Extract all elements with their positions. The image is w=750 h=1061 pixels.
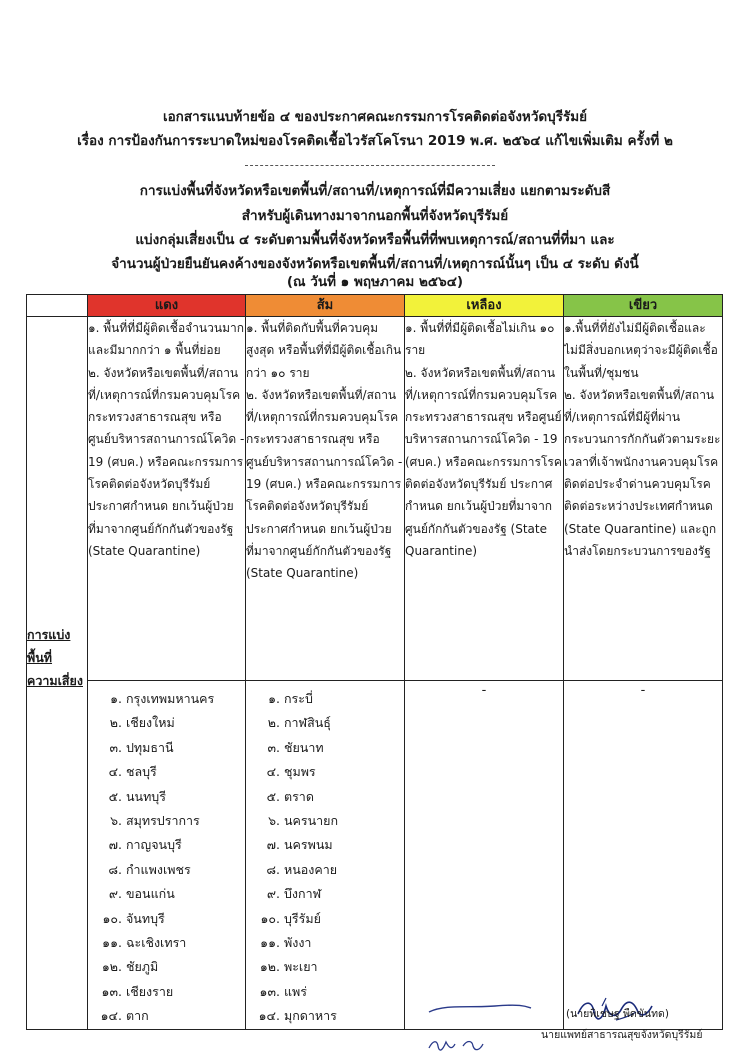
province-number: ๗. xyxy=(266,837,280,853)
province-name: แพร่ xyxy=(280,983,307,999)
criteria-orange-2: ๒. จังหวัดหรือเขตพื้นที่/สถานที่/เหตุการณ์ที่กรมควบคุมโรค กระทรวงสาธารณสุข หรือ ศูนย์บริหารสถานการณ์โควิด - 19 (ศบค.) หรือคณะกรรมการโรคติดต่อจังหวัดบุรีรัมย์ ประกาศกำหนด ยกเว้นผู้ป่วยที่มาจากศูนย์กักกันตัวของรัฐ (State Quarantine) xyxy=(246,387,403,581)
province-item xyxy=(252,760,404,784)
province-number: ๑. xyxy=(268,691,280,706)
province-name: นนทบุรี xyxy=(122,788,166,804)
color-level-header-row xyxy=(27,295,723,317)
province-row xyxy=(27,681,723,1030)
province-item xyxy=(94,833,245,857)
province-item xyxy=(252,931,404,955)
province-name: ชลบุรี xyxy=(122,764,157,780)
date-line: (ณ วันที่ ๑ พฤษภาคม ๒๕๖๔) xyxy=(286,274,464,290)
provinces-red xyxy=(88,681,246,1030)
signer-name: (นายพิเชษฐ พืดขันทด) xyxy=(566,1008,669,1020)
criteria-red xyxy=(88,317,246,681)
province-number: ๑๔. xyxy=(100,1008,122,1024)
criteria-green xyxy=(564,317,723,681)
scribble-mark xyxy=(425,1000,535,1020)
province-item xyxy=(252,736,404,760)
province-item xyxy=(252,955,404,979)
risk-zone-table xyxy=(26,294,723,1030)
province-name: จันทบุรี xyxy=(122,910,165,926)
row-label-risk-area xyxy=(27,317,88,1030)
handwritten-initials xyxy=(425,1030,495,1056)
province-number: ๑๒. xyxy=(259,959,280,975)
province-name: ปทุมธานี xyxy=(122,739,174,755)
province-number: ๑๐. xyxy=(102,910,122,926)
province-name: บึงกาฬ xyxy=(280,886,322,902)
province-number: ๗. xyxy=(108,837,122,853)
province-name: นครพนม xyxy=(280,837,333,853)
province-number: ๑๑. xyxy=(260,935,280,951)
province-item xyxy=(252,980,404,1004)
level-yellow-header: เหลือง xyxy=(405,295,564,317)
province-item xyxy=(94,687,245,711)
province-number: ๑๔. xyxy=(258,1008,280,1024)
province-number: ๓. xyxy=(267,739,280,755)
province-number: ๒. xyxy=(267,715,280,731)
province-item xyxy=(94,760,245,784)
province-name: ฉะเชิงเทรา xyxy=(122,935,187,951)
criteria-yellow-1: ๑. พื้นที่ที่มีผู้ติดเชื้อไม่เกิน ๑๐ ราย xyxy=(405,321,555,358)
province-name: ขอนแก่น xyxy=(122,886,175,902)
subtitle-line-4: จำนวนผู้ป่วยยืนยันคงค้างของจังหวัดหรือเขตพื้นที่/สถานที่/เหตุการณ์นั้นๆ เป็น ๔ ระดับ ดังนี้ xyxy=(111,256,639,272)
header-line-1: เอกสารแนบท้ายข้อ ๔ ของประกาศคณะกรรมการโรคติดต่อจังหวัดบุรีรัมย์ xyxy=(162,109,588,125)
row-label-line-1: การแบ่ง xyxy=(27,627,71,643)
province-number: ๑๒. xyxy=(101,959,122,975)
province-item xyxy=(94,809,245,833)
province-number: ๓. xyxy=(109,739,122,755)
province-name: สมุทรปราการ xyxy=(122,813,200,829)
row-label-line-3: ความเสี่ยง xyxy=(27,673,83,689)
province-item xyxy=(94,931,245,955)
criteria-row xyxy=(27,317,723,681)
subtitle-line-2: สำหรับผู้เดินทางมาจากนอกพื้นที่จังหวัดบุรีรัมย์ xyxy=(241,208,509,224)
province-item xyxy=(252,687,404,711)
province-number: ๑๓. xyxy=(101,983,122,999)
province-list-red xyxy=(88,681,245,1029)
province-number: ๖. xyxy=(110,813,122,829)
province-item xyxy=(94,1004,245,1028)
province-name: ชัยนาท xyxy=(280,739,324,755)
province-number: ๙. xyxy=(266,886,280,902)
level-orange-header: ส้ม xyxy=(246,295,405,317)
criteria-yellow xyxy=(405,317,564,681)
province-number: ๕. xyxy=(108,788,122,804)
subtitle-line-1: การแบ่งพื้นที่จังหวัดหรือเขตพื้นที่/สถานที่/เหตุการณ์ที่มีความเสี่ยง แยกตามระดับสี xyxy=(139,183,611,199)
province-name: ชุมพร xyxy=(280,764,316,780)
province-name: พะเยา xyxy=(280,959,318,975)
province-item xyxy=(94,785,245,809)
province-item xyxy=(252,809,404,833)
criteria-orange-1: ๑. พื้นที่ติดกับพื้นที่ควบคุมสูงสุด หรือพื้นที่ที่มีผู้ติดเชื้อเกินกว่า ๑๐ ราย xyxy=(246,321,402,380)
province-number: ๘. xyxy=(266,861,280,877)
province-list-orange xyxy=(246,681,404,1029)
province-name: ตาก xyxy=(122,1008,149,1024)
province-name: เชียงใหม่ xyxy=(122,715,175,731)
criteria-green-1: ๑.พื้นที่ที่ยังไม่มีผู้ติดเชื้อและไม่มีสิ่งบอกเหตุว่าจะมีผู้ติดเชื้อ ในพื้นที่/ชุมชน xyxy=(564,321,718,380)
province-name: กำแพงเพชร xyxy=(122,861,191,877)
province-number: ๔. xyxy=(266,764,280,780)
dashed-divider xyxy=(245,165,495,166)
province-name: เชียงราย xyxy=(122,983,174,999)
subtitle-line-3: แบ่งกลุ่มเสี่ยงเป็น ๔ ระดับตามพื้นที่จังหวัดหรือพื้นที่ที่พบเหตุการณ์/สถานที่ที่มา และ xyxy=(135,232,615,248)
province-name: หนองคาย xyxy=(280,861,338,877)
province-item xyxy=(252,833,404,857)
province-item xyxy=(94,882,245,906)
province-item xyxy=(94,955,245,979)
province-item xyxy=(94,711,245,735)
province-name: กาญจนบุรี xyxy=(122,837,182,853)
province-name: มุกดาหาร xyxy=(280,1008,337,1024)
province-item xyxy=(252,1004,404,1028)
criteria-yellow-2: ๒. จังหวัดหรือเขตพื้นที่/สถานที่/เหตุการณ์ที่กรมควบคุมโรค กระทรวงสาธารณสุข หรือศูนย์บริหารสถานการณ์โควิด - 19 (ศบค.) หรือคณะกรรมการโรคติดต่อจังหวัดบุรีรัมย์ ประกาศกำหนด ยกเว้นผู้ป่วยที่มาจากศูนย์กักกันตัวของรัฐ (State Quarantine) xyxy=(405,365,562,558)
province-number: ๖. xyxy=(268,813,280,829)
province-number: ๘. xyxy=(108,861,122,877)
province-item xyxy=(94,907,245,931)
province-item xyxy=(252,785,404,809)
row-label-line-2: พื้นที่ xyxy=(27,650,53,666)
province-name: บุรีรัมย์ xyxy=(280,910,321,926)
province-name: พังงา xyxy=(280,935,312,951)
province-item xyxy=(94,980,245,1004)
province-number: ๑. xyxy=(110,691,122,706)
criteria-red-2: ๒. จังหวัดหรือเขตพื้นที่/สถานที่/เหตุการณ์ที่กรมควบคุมโรค กระทรวงสาธารณสุข หรือ ศูนย์บริหารสถานการณ์โควิด - 19 (ศบค.) หรือคณะกรรมการโรคติดต่อจังหวัดบุรีรัมย์ ประกาศกำหนด ยกเว้นผู้ป่วยที่มาจากศูนย์กักกันตัวของรัฐ (State Quarantine) xyxy=(88,365,245,558)
province-item xyxy=(252,907,404,931)
province-name: กาฬสินธุ์ xyxy=(280,715,331,731)
province-number: ๙. xyxy=(108,886,122,902)
criteria-green-2: ๒. จังหวัดหรือเขตพื้นที่/สถานที่/เหตุการณ์ที่มีผู้ที่ผ่านกระบวนการกักกันตัวตามระยะเวลาที่เจ้าพนักงานควบคุมโรคติดต่อประจำด่านควบคุมโรคติดต่อระหว่างประเทศกำหนด (State Quarantine) และถูกนำส่งโดยกระบวนการของรัฐ xyxy=(564,387,721,558)
criteria-red-1: ๑. พื้นที่ที่มีผู้ติดเชื้อจำนวนมากและมีมากกว่า ๑ พื้นที่ย่อย xyxy=(88,321,244,358)
province-name: ชัยภูมิ xyxy=(122,959,159,975)
provinces-green: - xyxy=(564,681,723,1030)
province-name: กรุงเทพมหานคร xyxy=(122,691,215,706)
province-item xyxy=(252,711,404,735)
province-item xyxy=(94,858,245,882)
level-red-header: แดง xyxy=(88,295,246,317)
province-number: ๑๑. xyxy=(102,935,122,951)
province-number: ๑๐. xyxy=(260,910,280,926)
province-number: ๑๓. xyxy=(259,983,280,999)
provinces-yellow: - xyxy=(405,681,564,1030)
signer-position: นายแพทย์สาธารณสุขจังหวัดบุรีรัมย์ xyxy=(541,1029,703,1041)
province-name: นครนายก xyxy=(280,813,339,829)
province-number: ๒. xyxy=(109,715,122,731)
province-item xyxy=(252,882,404,906)
level-green-header: เขียว xyxy=(564,295,723,317)
province-item xyxy=(94,736,245,760)
criteria-orange xyxy=(246,317,405,681)
province-number: ๔. xyxy=(108,764,122,780)
province-number: ๕. xyxy=(266,788,280,804)
blank-header-cell xyxy=(27,295,88,317)
provinces-orange xyxy=(246,681,405,1030)
province-name: ตราด xyxy=(280,788,314,804)
province-name: กระบี่ xyxy=(280,691,313,706)
province-item xyxy=(252,858,404,882)
header-line-2: เรื่อง การป้องกันการระบาดใหม่ของโรคติดเชื้อไวรัสโคโรนา 2019 พ.ศ. ๒๕๖๔ แก้ไขเพิ่มเติม ครั้งที่ ๒ xyxy=(77,133,673,149)
